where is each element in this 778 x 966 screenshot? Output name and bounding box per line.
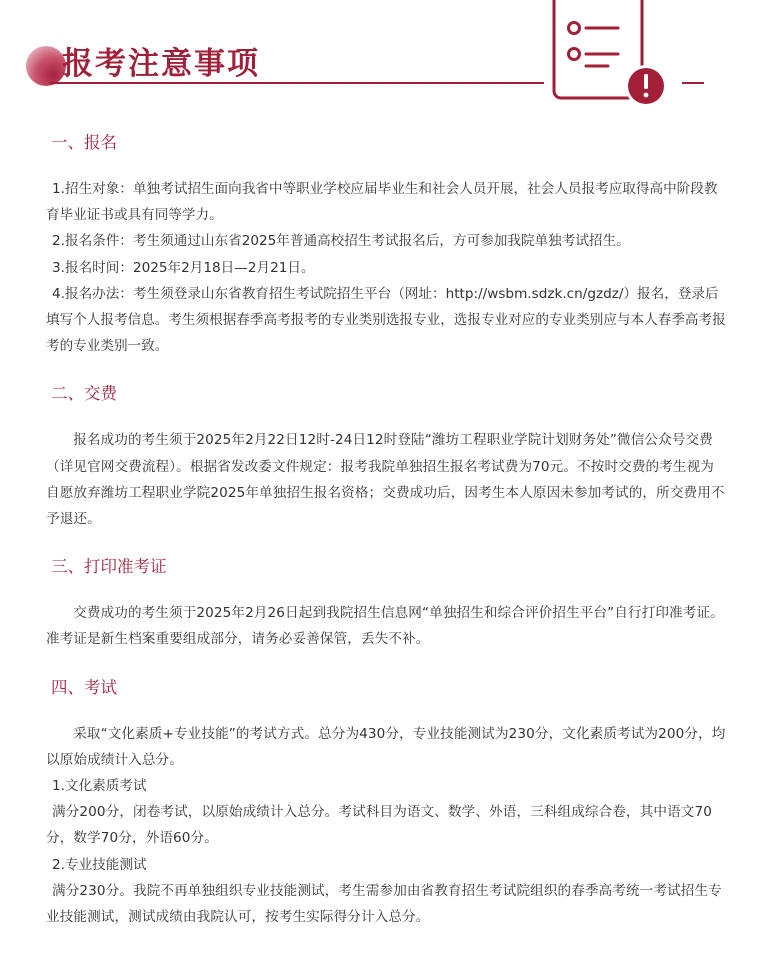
section-heading-payment: 二、交费 [51,384,117,404]
payment-paragraph: 报名成功的考生须于2025年2月22日12时-24日12时登陆“潍坊工程职业学院计划财务处”微信公众号交费（详见官网交费流程）。根据省发改委文件规定：报考我院单独招生报名考试费为70元。不按时交费的考生视为自愿放弃潍坊工程职业学院2025年单独招生报名资格；交费成功后，因考生本人原因未参加考试的，所交费用不予退还。 [46,432,725,528]
exam-culture-text: 满分200分，闭卷考试，以原始成绩计入总分。考试科目为语文、数学、外语，三科组成综合卷，其中语文70分，数学70分，外语60分。 [46,804,712,847]
decorative-circle [26,46,66,86]
page-title: 报考注意事项 [62,46,260,82]
list-item: 1.招生对象：单独考试招生面向我省中等职业学校应届毕业生和社会人员开展，社会人员报考应取得高中阶段教育毕业证书或具有同等学力。 [46,181,718,224]
section-heading-exam: 四、考试 [51,677,117,697]
section-heading-admission-ticket: 三、打印准考证 [51,557,167,577]
list-item: 4.报名办法：考生须登录山东省教育招生考试院招生平台（网址：http://wsbm.sdzk.cn/gzdz/）报名，登录后填写个人报考信息。考生须根据春季高考报考的专业类别选报专业，选报专业对应的专业类别应与本人春季高考报考的专业类别一致。 [46,285,726,355]
exam-subtitle-skills: 2.专业技能测试 [52,856,147,873]
section-heading-registration: 一、报名 [51,133,117,152]
page-header [0,0,778,110]
admission-ticket-paragraph: 交费成功的考生须于2025年2月26日起到我院招生信息网“单独招生和综合评价招生平台”自行打印准考证。准考证是新生档案重要组成部分，请务必妥善保管，丢失不补。 [46,605,724,648]
clipboard-alert-icon [550,0,680,110]
list-item: 2.报名条件：考生须通过山东省2025年普通高校招生考试报名后，方可参加我院单独考试招生。 [52,233,630,250]
exam-paragraph: 采取“文化素质+专业技能”的考试方式。总分为430分，专业技能测试为230分，文化素质考试为200分，均以原始成绩计入总分。 [46,725,726,768]
list-item: 3.报名时间：2025年2月18日—2月21日。 [52,259,315,276]
main-content [46,128,726,930]
exam-subtitle-culture: 1.文化素质考试 [52,778,147,795]
title-underline [50,82,544,84]
title-underline-end [682,82,704,84]
exam-skills-text: 满分230分。我院不再单独组织专业技能测试，考生需参加由省教育招生考试院组织的春季高考统一考试招生专业技能测试，测试成绩由我院认可，按考生实际得分计入总分。 [46,882,722,926]
